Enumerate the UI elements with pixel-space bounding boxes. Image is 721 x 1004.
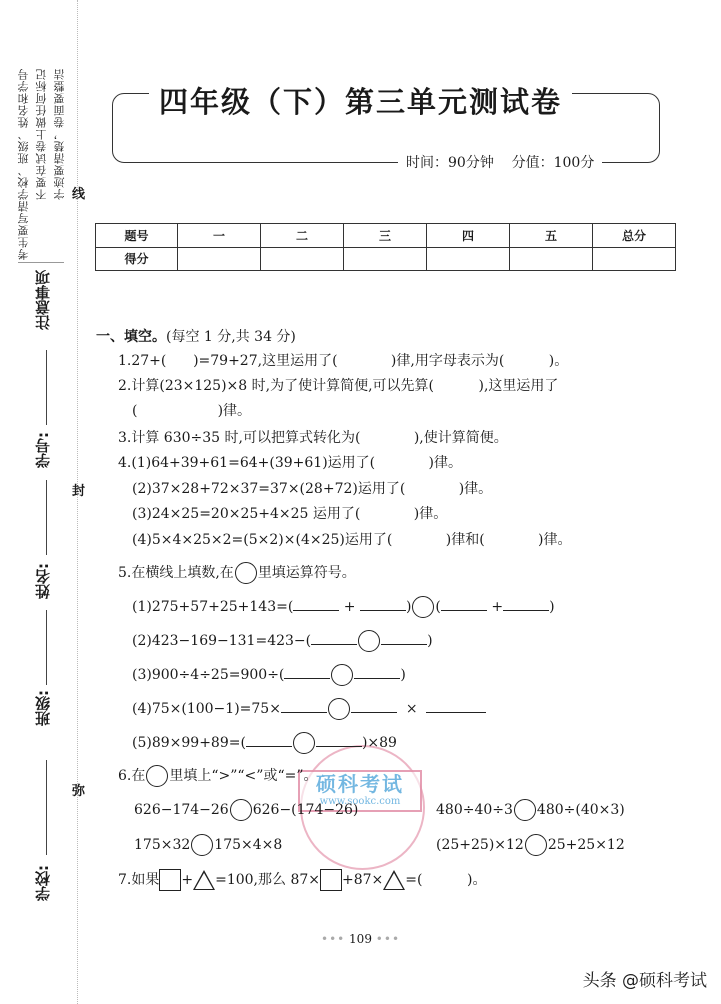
school-line[interactable] xyxy=(46,760,47,855)
blank[interactable] xyxy=(311,631,357,645)
question-5-1 xyxy=(132,596,555,618)
text: ( xyxy=(435,599,441,615)
title-text: 四年级（下）第三单元测试卷 xyxy=(149,85,572,119)
text: =100,那么 87× xyxy=(215,872,320,888)
operator-circle[interactable] xyxy=(293,732,315,754)
seal-char-mi: 弥 xyxy=(72,784,86,799)
text: 480÷40÷3 xyxy=(436,802,513,818)
blank[interactable] xyxy=(284,665,330,679)
column-header: 五 xyxy=(510,224,593,248)
text: )×89 xyxy=(361,735,397,751)
score-cell[interactable] xyxy=(344,247,427,271)
text: × xyxy=(405,701,418,717)
dots-left: ••• xyxy=(320,932,346,946)
text: (5)89×99+89=( xyxy=(132,735,246,751)
question-1: 1.27+( )=79+27,这里运用了( )律,用字母表示为( )。 xyxy=(118,353,569,369)
question-5-4 xyxy=(132,698,486,720)
question-5-3 xyxy=(132,664,406,686)
seal-char-xian: 线 xyxy=(72,187,86,202)
compare-circle[interactable] xyxy=(514,799,536,821)
blank[interactable] xyxy=(293,597,339,611)
row-header: 题号 xyxy=(96,224,178,248)
text: ) xyxy=(549,599,555,615)
text: +87× xyxy=(342,872,384,888)
section-heading xyxy=(96,328,296,346)
score-cell[interactable] xyxy=(178,247,261,271)
question-5-2 xyxy=(132,630,433,652)
text: (25+25)×12 xyxy=(436,837,524,853)
text: 7.如果 xyxy=(118,872,160,888)
text: + xyxy=(343,599,356,615)
page-number-text: 109 xyxy=(349,932,372,946)
label-student-id: 学号: xyxy=(34,432,52,468)
blank[interactable] xyxy=(426,699,486,713)
text: 626−174−26 xyxy=(134,802,229,818)
question-5-5 xyxy=(132,732,397,754)
q5-stem: 里填运算符号。 xyxy=(257,565,356,581)
text: ) xyxy=(427,633,433,649)
blank[interactable] xyxy=(354,665,400,679)
operator-circle[interactable] xyxy=(358,630,380,652)
dots-right: ••• xyxy=(375,932,401,946)
question-3: 3.计算 630÷35 时,可以把算式转化为( ),使计算简便。 xyxy=(118,430,508,446)
question-4-1: 4.(1)64+39+61=64+(39+61)运用了( )律。 xyxy=(118,455,462,471)
name-line[interactable] xyxy=(46,480,47,555)
section-note: (每空 1 分,共 34 分) xyxy=(166,329,296,345)
compare-item xyxy=(134,799,358,821)
triangle-icon xyxy=(383,870,405,890)
seal-char-feng: 封 xyxy=(72,484,86,499)
square-icon xyxy=(159,869,181,891)
operator-circle[interactable] xyxy=(328,698,350,720)
operator-circle[interactable] xyxy=(412,596,434,618)
blank[interactable] xyxy=(316,733,362,747)
question-4-4: (4)5×4×25×2=(5×2)×(4×25)运用了( )律和( )律。 xyxy=(132,532,572,548)
text: (1)275+57+25+143=( xyxy=(132,599,294,615)
q6-stem: 里填上“>”“<”或“=”。 xyxy=(169,768,318,784)
score-cell[interactable] xyxy=(427,247,510,271)
circle-icon xyxy=(235,562,257,584)
compare-circle[interactable] xyxy=(191,834,213,856)
column-header: 总分 xyxy=(593,224,676,248)
source-credit: 头条 @硕科考试 xyxy=(582,971,707,991)
score-table xyxy=(95,223,676,271)
column-header: 三 xyxy=(344,224,427,248)
watermark-text: 硕科考试 xyxy=(316,772,404,796)
text: 25+25×12 xyxy=(547,837,625,853)
blank[interactable] xyxy=(246,733,292,747)
table-row xyxy=(96,224,676,248)
text: 175×32 xyxy=(134,837,191,853)
text: 480÷(40×3) xyxy=(536,802,625,818)
question-4-3: (3)24×25=20×25+4×25 运用了( )律。 xyxy=(132,506,448,522)
section-title: 一、填空。 xyxy=(96,329,166,345)
text: ) xyxy=(400,667,406,683)
fold-line xyxy=(77,0,78,1004)
class-line[interactable] xyxy=(46,610,47,685)
q6-stem: 6.在 xyxy=(118,768,146,784)
notes-divider xyxy=(18,262,64,263)
blank[interactable] xyxy=(503,597,549,611)
score-cell[interactable] xyxy=(593,247,676,271)
label-class: 班级: xyxy=(34,690,52,726)
compare-item xyxy=(436,834,625,856)
text: + xyxy=(181,872,194,888)
text: (3)900÷4÷25=900÷( xyxy=(132,667,285,683)
compare-item xyxy=(436,799,625,821)
question-5 xyxy=(118,562,356,584)
blank[interactable] xyxy=(281,699,327,713)
compare-circle[interactable] xyxy=(230,799,252,821)
notes-title: 注意事项 xyxy=(34,270,52,330)
student-id-line[interactable] xyxy=(46,350,47,425)
triangle-icon xyxy=(193,870,215,890)
operator-circle[interactable] xyxy=(331,664,353,686)
compare-item xyxy=(134,834,282,856)
blank[interactable] xyxy=(360,597,406,611)
note-3: 字迹要清楚，卷面要整洁 xyxy=(53,68,66,200)
row-header: 得分 xyxy=(96,247,178,271)
question-2-cont: ( )律。 xyxy=(132,403,252,419)
column-header: 二 xyxy=(261,224,344,248)
blank[interactable] xyxy=(351,699,397,713)
text: 626−(174−26) xyxy=(252,802,359,818)
text: ) xyxy=(405,599,412,615)
blank[interactable] xyxy=(381,631,427,645)
score-cell[interactable] xyxy=(510,247,593,271)
column-header: 一 xyxy=(178,224,261,248)
question-7 xyxy=(118,869,486,891)
note-1: 考生要写清学校、班级、姓名和学号 xyxy=(17,68,30,260)
text: 175×4×8 xyxy=(214,837,283,853)
compare-circle[interactable] xyxy=(525,834,547,856)
text: (4)75×(100−1)=75× xyxy=(132,701,281,717)
watermark-url: www.sookc.com xyxy=(319,796,401,807)
question-6 xyxy=(118,765,318,787)
time-score-info: 时间：90分钟 分值：100分 xyxy=(398,152,602,172)
column-header: 四 xyxy=(427,224,510,248)
q5-stem: 5.在横线上填数,在 xyxy=(118,565,234,581)
note-2: 不要在试卷上做任何标记 xyxy=(35,68,48,200)
table-row xyxy=(96,247,676,271)
question-4-2: (2)37×28+72×37=37×(28+72)运用了( )律。 xyxy=(132,481,493,497)
circle-icon xyxy=(146,765,168,787)
label-name: 姓名: xyxy=(34,563,52,599)
text: (2)423−169−131=423−( xyxy=(132,633,312,649)
label-school: 学校: xyxy=(34,865,52,901)
text: + xyxy=(491,599,504,615)
text: =( )。 xyxy=(405,872,487,888)
question-2: 2.计算(23×125)×8 时,为了使计算简便,可以先算( ),这里运用了 xyxy=(118,378,559,394)
score-cell[interactable] xyxy=(261,247,344,271)
page-title xyxy=(0,80,721,121)
blank[interactable] xyxy=(441,597,487,611)
page-number xyxy=(0,932,721,946)
square-icon xyxy=(320,869,342,891)
